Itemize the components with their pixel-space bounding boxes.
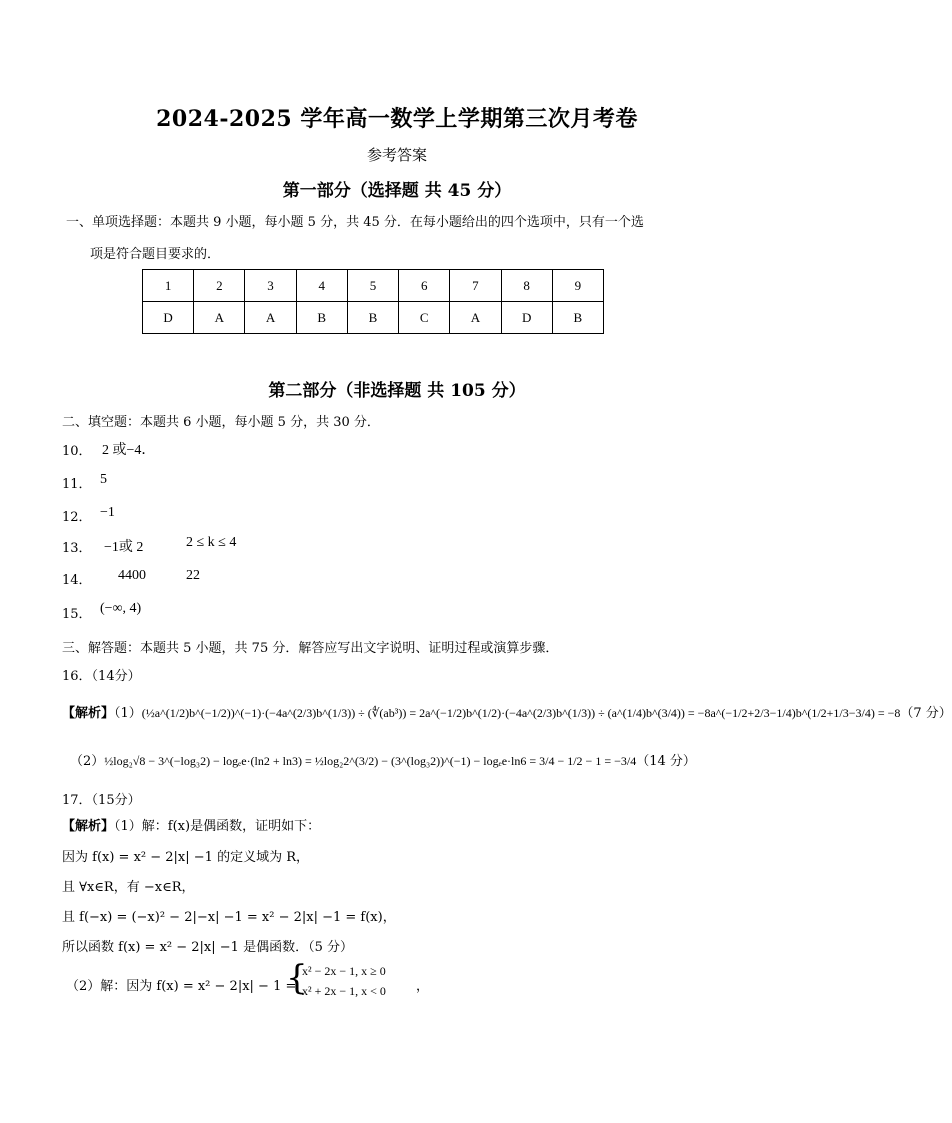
fill-answer-value: 4400 [118, 568, 146, 583]
q17-case1: x² − 2x − 1, x ≥ 0 [302, 964, 386, 978]
q16-part2-expression: ½log₂√8 − 3^(−log₃2) − logₑe·(ln2 + ln3) = ½log₂2^(3/2) − (3^(log₃2))^(−1) − logₑe·ln6 = 3/4 − 1/2 − 1 = −3/4 [104, 754, 637, 768]
fill-answer-number: 11． [62, 477, 92, 492]
question-number-cell: 1 [143, 270, 194, 302]
answer-cell: A [450, 302, 501, 334]
question-number-cell: 2 [194, 270, 245, 302]
part1-instructions-line2: 项是符合题目要求的． [90, 247, 221, 262]
q16-part1-score: （7 分） [900, 706, 952, 721]
answer-table-header-row [143, 270, 604, 302]
fill-answer-value: 2 或−4． [102, 443, 156, 458]
fill-in-intro: 二、填空题：本题共 6 小题，每小题 5 分，共 30 分． [62, 415, 380, 430]
q17-line6-prefix: （2）解：因为 f(x) = x² − 2|x| − 1 = [66, 979, 297, 994]
fill-answer-value: −1或 2 [104, 540, 144, 555]
answer-table-answer-row [143, 302, 604, 334]
answer-cell: B [347, 302, 398, 334]
q17-line6-suffix: ， [416, 979, 430, 994]
q17-header: 17．（15分） [62, 793, 141, 808]
q17-line3: 且 ∀x∈R，有 −x∈R， [62, 880, 195, 895]
solve-intro: 三、解答题：本题共 5 小题，共 75 分．解答应写出文字说明、证明过程或演算步骤． [62, 641, 559, 656]
part1-heading: 第一部分（选择题 共 45 分） [282, 181, 512, 201]
answer-cell: A [245, 302, 296, 334]
q17-line4: 且 f(−x) = (−x)² − 2|−x| −1 = x² − 2|x| −1 = f(x)， [62, 910, 396, 925]
question-number-cell: 8 [501, 270, 552, 302]
part1-instructions-line1: 一、单项选择题：本题共 9 小题，每小题 5 分，共 45 分．在每小题给出的四个选项中，只有一个选 [66, 215, 644, 230]
fill-answer-value: 5 [100, 472, 107, 487]
q17-line1-text: （1）解：f(x)是偶函数，证明如下： [114, 819, 321, 834]
q17-line5: 所以函数 f(x) = x² − 2|x| −1 是偶函数．（5 分） [62, 940, 353, 955]
fill-answer-value-second: 22 [186, 568, 200, 583]
q16-part1 [62, 702, 952, 721]
fill-answer-value: (−∞, 4) [100, 601, 142, 616]
fill-answer-number: 14． [62, 573, 92, 588]
q16-part2-score: （14 分） [636, 754, 696, 769]
answer-cell: B [552, 302, 603, 334]
question-number-cell: 6 [399, 270, 450, 302]
analysis-tag: 【解析】 [62, 706, 115, 721]
question-number-cell: 4 [296, 270, 347, 302]
part2-heading: 第二部分（非选择题 共 105 分） [268, 381, 526, 401]
fill-answer-value-second: 2 ≤ k ≤ 4 [186, 535, 237, 550]
question-number-cell: 7 [450, 270, 501, 302]
q16-header: 16．（14分） [62, 669, 141, 684]
answer-cell: B [296, 302, 347, 334]
fill-answer-number: 12． [62, 510, 92, 525]
q17-case2: x² + 2x − 1, x < 0 [302, 984, 386, 998]
q16-part2-label: （2） [70, 754, 105, 769]
q16-part1-label: （1） [114, 706, 142, 721]
answer-cell: D [501, 302, 552, 334]
q17-line2: 因为 f(x) = x² − 2|x| −1 的定义域为 R， [62, 850, 309, 865]
left-brace-icon: { [286, 958, 308, 998]
question-number-cell: 9 [552, 270, 603, 302]
fill-answer-number: 15． [62, 607, 92, 622]
question-number-cell: 5 [347, 270, 398, 302]
answer-cell: C [399, 302, 450, 334]
answer-table [142, 269, 604, 334]
analysis-tag: 【解析】 [62, 819, 115, 834]
q16-part1-expression: (½a^(1/2)b^(−1/2))^(−1)·(−4a^(2/3)b^(1/3)) ÷ (∜(ab³)) = 2a^(−1/2)b^(1/2)·(−4a^(2/3)b^(1/3)) ÷ (a^(1/4)b^(3/4)) = −8a^(−1/2+2/3−1/4)b^(1/2+1/3−3/4) = −8 [141, 706, 901, 720]
question-number-cell: 3 [245, 270, 296, 302]
fill-answer-value: −1 [100, 505, 115, 520]
q17-line1 [62, 815, 320, 834]
page-title: 2024-2025 学年高一数学上学期第三次月考卷 [156, 106, 638, 132]
fill-answer-number: 13． [62, 541, 92, 556]
fill-answer-number: 10． [62, 444, 92, 459]
answer-cell: D [143, 302, 194, 334]
answer-cell: A [194, 302, 245, 334]
q16-part2 [70, 750, 696, 769]
page-subtitle: 参考答案 [366, 146, 427, 164]
